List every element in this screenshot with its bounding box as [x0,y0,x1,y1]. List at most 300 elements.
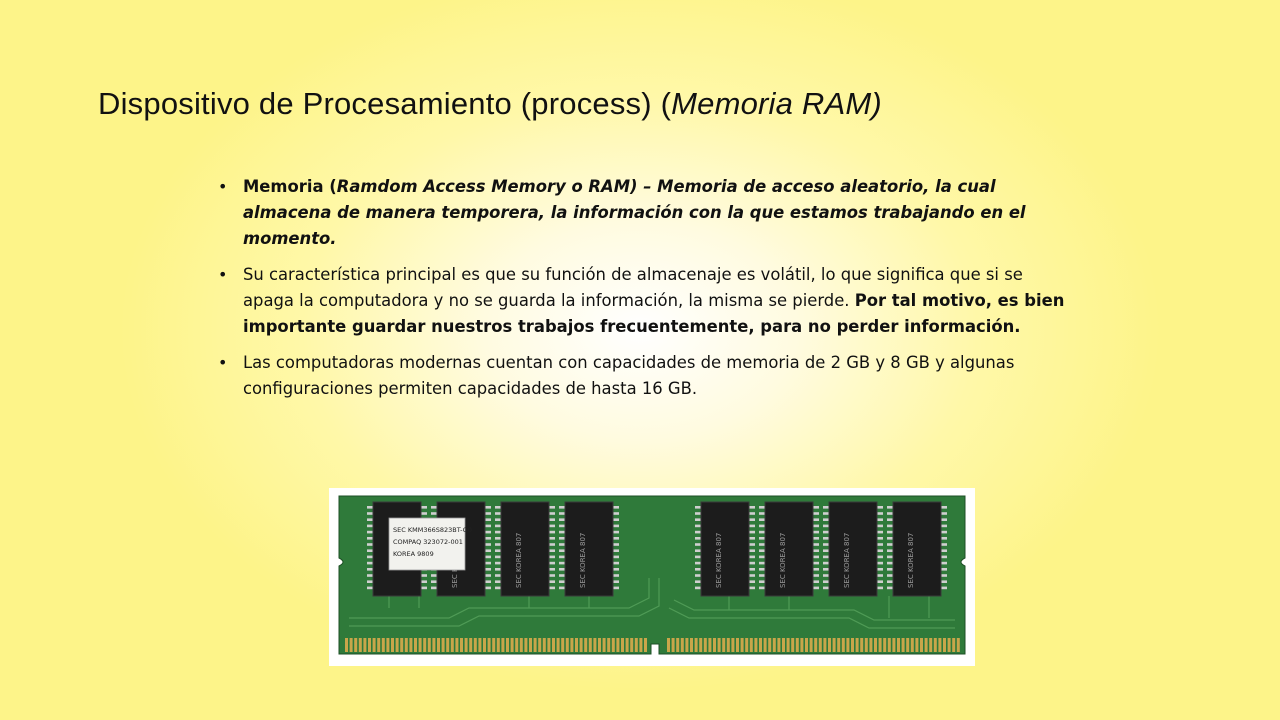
gold-contact [718,638,721,652]
gold-contact [547,638,550,652]
chip-pin [823,568,829,571]
gold-contact [842,638,845,652]
chip-pin [823,531,829,534]
chip-pin [559,568,565,571]
chip-pin [759,556,765,559]
chip-pin [695,580,701,583]
chip-pin [495,549,501,552]
gold-contact [400,638,403,652]
chip-pin [823,525,829,528]
chip-pin [813,568,819,571]
gold-contact [736,638,739,652]
chip-pin [941,543,947,546]
chip-pin [549,518,555,521]
chip-pin [421,512,427,515]
gold-contact [681,638,684,652]
chip-pin [559,531,565,534]
chip-pin [941,537,947,540]
chip-pin [613,587,619,590]
chip-pin [421,580,427,583]
memory-chip [695,502,755,596]
chip-pin [485,525,491,528]
ram-module-image [329,488,975,666]
chip-pin [759,518,765,521]
chip-pin [887,506,893,509]
gold-contact [676,638,679,652]
chip-pin [877,568,883,571]
chip-pin [549,537,555,540]
chip-pin [549,531,555,534]
gold-contact [934,638,937,652]
gold-contact [575,638,578,652]
gold-contact [396,638,399,652]
chip-pin [485,568,491,571]
gold-contact [897,638,900,652]
gold-contact [879,638,882,652]
chip-pin [485,537,491,540]
gold-contact [805,638,808,652]
gold-contact [639,638,642,652]
gold-contact [538,638,541,652]
gold-contact [713,638,716,652]
gold-contact [727,638,730,652]
chip-pin [495,580,501,583]
chip-pin [813,587,819,590]
gold-contact [488,638,491,652]
gold-contact [377,638,380,652]
memory-chip [759,502,819,596]
chip-pin [421,506,427,509]
chip-pin [367,580,373,583]
gold-contact [731,638,734,652]
gold-contact [630,638,633,652]
gold-contact [888,638,891,652]
gold-contact [363,638,366,652]
chip-pin [749,556,755,559]
chip-pin [823,512,829,515]
chip-pin [877,512,883,515]
chip-pin [367,556,373,559]
chip-pin [749,512,755,515]
chip-pin [749,543,755,546]
chip-pin [695,556,701,559]
chip-pin [431,506,437,509]
chip-pin [613,506,619,509]
gold-contact [584,638,587,652]
chip-body [765,502,813,596]
gold-contact [419,638,422,652]
chip-pin [887,518,893,521]
chip-pin [877,518,883,521]
gold-contact [386,638,389,652]
memory-chip [823,502,883,596]
chip-pin [431,580,437,583]
memory-chip [559,502,619,596]
chip-pin [559,525,565,528]
gold-contact [865,638,868,652]
gold-contact [428,638,431,652]
chip-pin [485,543,491,546]
chip-pin [877,531,883,534]
bullet-item [218,174,1078,252]
chip-pin [759,543,765,546]
gold-contact [442,638,445,652]
chip-pin [695,525,701,528]
chip-pin [367,568,373,571]
chip-pin [549,568,555,571]
title-main: Dispositivo de Procesamiento (process) ( [98,86,672,121]
chip-pin [431,574,437,577]
chip-pin [549,506,555,509]
gold-contact [837,638,840,652]
gold-contact [345,638,348,652]
gold-contact [925,638,928,652]
chip-pin [813,531,819,534]
chip-pin [749,574,755,577]
gold-contact [759,638,762,652]
gold-contact [782,638,785,652]
chip-pin [749,531,755,534]
chip-pin [877,506,883,509]
gold-contact [695,638,698,652]
chip-pin [613,580,619,583]
bullet-dot: • [218,353,228,372]
gold-contact [515,638,518,652]
chip-pin [813,580,819,583]
gold-contact [543,638,546,652]
chip-pin [749,506,755,509]
chip-pin [749,537,755,540]
chip-body [893,502,941,596]
chip-pin [759,574,765,577]
chip-pin [431,587,437,590]
gold-contact [708,638,711,652]
gold-contact [626,638,629,652]
gold-contact [437,638,440,652]
gold-contact [644,638,647,652]
chip-pin [549,543,555,546]
chip-pin [759,549,765,552]
chip-pin [813,556,819,559]
gold-contact [745,638,748,652]
chip-pin [613,512,619,515]
chip-pin [695,562,701,565]
gold-contact [938,638,941,652]
chip-pin [549,556,555,559]
chip-pin [485,531,491,534]
chip-pin [813,562,819,565]
gold-contact [350,638,353,652]
chip-pin [559,556,565,559]
chip-pin [823,556,829,559]
chip-pin [367,587,373,590]
chip-pin [941,556,947,559]
chip-pin [749,562,755,565]
gold-contact [764,638,767,652]
chip-pin [759,512,765,515]
chip-pin [695,518,701,521]
gold-contact [391,638,394,652]
chip-pin [823,562,829,565]
gold-contact [957,638,960,652]
gold-contact [474,638,477,652]
chip-pin [549,574,555,577]
gold-contact [478,638,481,652]
chip-pin [887,562,893,565]
chip-pin [695,543,701,546]
chip-pin [887,556,893,559]
chip-pin [877,525,883,528]
chip-pin [941,568,947,571]
gold-contact [580,638,583,652]
chip-body [701,502,749,596]
slide-title [98,86,1198,122]
gold-contact [754,638,757,652]
chip-pin [759,531,765,534]
chip-pin [695,549,701,552]
bullet-list [218,174,1078,412]
gold-contact [520,638,523,652]
chip-pin [695,506,701,509]
gold-contact [501,638,504,652]
chip-pin [759,587,765,590]
gold-contact [354,638,357,652]
chip-pin [559,543,565,546]
chip-pin [559,512,565,515]
chip-pin [695,537,701,540]
chip-pin [887,587,893,590]
chip-pin [485,512,491,515]
chip-pin [549,562,555,565]
chip-pin [941,574,947,577]
gold-contact [915,638,918,652]
gold-contact [566,638,569,652]
chip-pin [941,587,947,590]
gold-contact [359,638,362,652]
chip-pin [695,531,701,534]
gold-contact [423,638,426,652]
chip-marking: SEC KOREA 807 [515,532,523,588]
chip-pin [549,580,555,583]
chip-pin [367,543,373,546]
gold-contact [690,638,693,652]
chip-pin [485,506,491,509]
chip-pin [421,574,427,577]
chip-pin [495,562,501,565]
chip-pin [613,568,619,571]
gold-contact [635,638,638,652]
chip-pin [813,512,819,515]
chip-pin [485,580,491,583]
chip-pin [749,518,755,521]
chip-pin [887,574,893,577]
chip-pin [759,580,765,583]
chip-pin [495,525,501,528]
chip-pin [495,512,501,515]
gold-contact [741,638,744,652]
gold-contact [943,638,946,652]
gold-contact [483,638,486,652]
chip-pin [759,568,765,571]
gold-contact [892,638,895,652]
chip-pin [887,580,893,583]
gold-contact [455,638,458,652]
chip-pin [941,512,947,515]
chip-pin [613,518,619,521]
chip-pin [877,562,883,565]
label-line-3: KOREA 9809 [393,550,434,558]
gold-contact [902,638,905,652]
bullet-2-part-2: Por tal motivo, es bien importante guardar nuestros trabajos frecuentemente, para no perder información. [243,291,1065,336]
gold-contact [469,638,472,652]
chip-pin [877,537,883,540]
gold-contact [796,638,799,652]
chip-marking: SEC KOREA 807 [843,532,851,588]
chip-pin [941,549,947,552]
chip-pin [367,518,373,521]
chip-pin [495,531,501,534]
gold-contact [529,638,532,652]
gold-contact [667,638,670,652]
chip-pin [887,543,893,546]
gold-contact [773,638,776,652]
chip-pin [367,562,373,565]
bullet-dot: • [218,177,228,196]
chip-pin [485,562,491,565]
gold-contact [414,638,417,652]
chip-pin [823,506,829,509]
chip-pin [485,518,491,521]
chip-pin [495,587,501,590]
chip-marking: SEC KOREA 807 [907,532,915,588]
gold-contact [593,638,596,652]
gold-contact [722,638,725,652]
gold-contact [492,638,495,652]
gold-contact [570,638,573,652]
gold-contact [382,638,385,652]
chip-pin [431,512,437,515]
gold-contact [621,638,624,652]
gold-contact [446,638,449,652]
chip-body [501,502,549,596]
chip-pin [559,562,565,565]
chip-pin [695,568,701,571]
gold-contact [704,638,707,652]
chip-pin [367,525,373,528]
gold-contact [598,638,601,652]
chip-pin [695,574,701,577]
gold-contact [768,638,771,652]
chip-pin [759,506,765,509]
chip-pin [421,587,427,590]
gold-contact [833,638,836,652]
gold-contact [920,638,923,652]
gold-contact [460,638,463,652]
gold-contact [561,638,564,652]
chip-pin [549,587,555,590]
gold-contact [846,638,849,652]
chip-pin [495,518,501,521]
gold-contact [791,638,794,652]
chip-pin [813,543,819,546]
chip-pin [367,574,373,577]
chip-pin [495,537,501,540]
chip-pin [887,568,893,571]
chip-body [829,502,877,596]
chip-pin [485,574,491,577]
bullet-1-part-2: Ramdom Access Memory o RAM) – Memoria de acceso aleatorio, la cual almacena de manera temporera, la información con la que estamos trabajando en el momento. [243,177,1026,248]
chip-pin [549,549,555,552]
gold-contact [699,638,702,652]
chip-pin [887,512,893,515]
chip-pin [813,574,819,577]
chip-pin [613,549,619,552]
gold-contact [506,638,509,652]
chip-marking: SEC KOREA 807 [579,532,587,588]
gold-contact [607,638,610,652]
gold-contact [828,638,831,652]
chip-pin [749,525,755,528]
chip-pin [813,518,819,521]
bullet-item [218,262,1078,340]
chip-pin [941,580,947,583]
bullet-item [218,350,1078,402]
gold-contact [451,638,454,652]
chip-pin [495,574,501,577]
chip-pin [367,512,373,515]
chip-pin [941,531,947,534]
chip-pin [887,549,893,552]
chip-pin [367,506,373,509]
chip-pin [823,580,829,583]
bullet-3-part-1: Las computadoras modernas cuentan con capacidades de memoria de 2 GB y 8 GB y algunas configuraciones permiten capacidades de hasta 16 GB. [243,353,1015,398]
memory-chip [887,502,947,596]
chip-pin [495,556,501,559]
gold-contact [497,638,500,652]
gold-contact [612,638,615,652]
gold-contact [603,638,606,652]
chip-pin [559,574,565,577]
chip-pin [495,543,501,546]
chip-pin [613,556,619,559]
gold-contact [856,638,859,652]
chip-pin [877,543,883,546]
gold-contact [948,638,951,652]
gold-contact [800,638,803,652]
gold-contact [929,638,932,652]
gold-contact [589,638,592,652]
gold-contact [405,638,408,652]
memory-chip [495,502,555,596]
chip-marking: SEC KOREA 807 [779,532,787,588]
gold-contact [750,638,753,652]
gold-contact [368,638,371,652]
chip-pin [759,525,765,528]
gold-contact [552,638,555,652]
chip-pin [613,531,619,534]
chip-pin [877,556,883,559]
gold-contact [524,638,527,652]
chip-pin [887,525,893,528]
chip-body [565,502,613,596]
chip-pin [823,537,829,540]
chip-pin [823,574,829,577]
chip-pin [759,537,765,540]
chip-pin [613,574,619,577]
chip-pin [887,531,893,534]
chip-pin [613,525,619,528]
chip-pin [495,506,501,509]
